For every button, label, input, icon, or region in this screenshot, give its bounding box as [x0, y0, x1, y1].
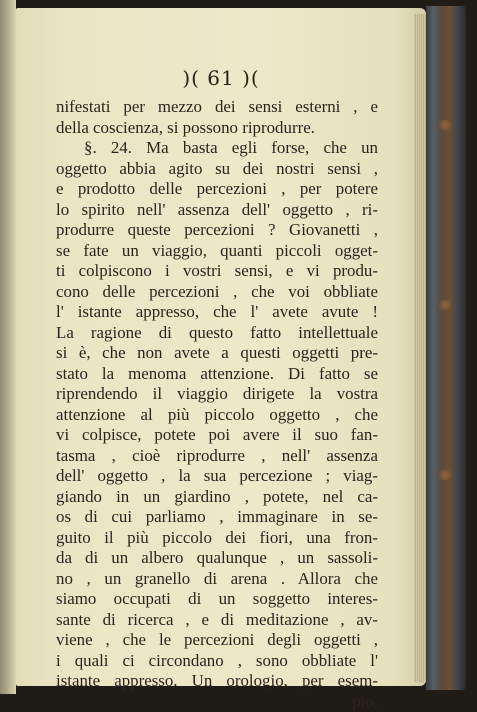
- left-page-edge: [0, 0, 16, 694]
- text-line: i quali ci circondano , sono obbliate l': [56, 651, 378, 672]
- text-line: sante di ricerca , e di meditazione , av-: [56, 610, 378, 631]
- page-header: )( 61 )(: [16, 66, 426, 90]
- text-line: no , un granello di arena . Allora che: [56, 569, 378, 590]
- text-line: tasma , cioè riprodurre , nell' assenza: [56, 446, 378, 467]
- text-line: vi colpisce, potete poi avere il suo fan-: [56, 425, 378, 446]
- text-line: guito il più piccolo dei fiori, una fron-: [56, 528, 378, 549]
- text-line: siamo occupati di un soggetto interes-: [56, 589, 378, 610]
- text-line: e prodotto delle percezioni , per potere: [56, 179, 378, 200]
- text-line: stato la menoma attenzione. Di fatto se: [56, 364, 378, 385]
- marbled-cover: [426, 6, 466, 690]
- cover-marbling: [436, 120, 454, 130]
- text-line: si è, che non avete a questi oggetti pre-: [56, 343, 378, 364]
- text-line: da di un albero qualunque , un sassoli-: [56, 548, 378, 569]
- text-line: oggetto abbia agito su dei nostri sensi ,: [56, 159, 378, 180]
- text-line: §. 24. Ma basta egli forse, che un: [56, 138, 378, 159]
- page-body: [56, 97, 378, 712]
- text-line: lo spirito nell' assenza dell' oggetto , ri-: [56, 200, 378, 221]
- text-line: produrre queste percezioni ? Giovanetti ,: [56, 220, 378, 241]
- text-line: dell' oggetto , la sua percezione ; viag-: [56, 466, 378, 487]
- catchword: pio,: [56, 692, 378, 712]
- cover-marbling: [436, 470, 454, 480]
- text-line: riprendendo il viaggio dirigete la vostra: [56, 384, 378, 405]
- cover-marbling: [436, 300, 454, 310]
- text-line: della coscienza, si possono riprodurre.: [56, 118, 378, 139]
- text-line: se fate un viaggio, quanti piccoli ogget-: [56, 241, 378, 262]
- text-line: giando in un giardino , potete, nel ca-: [56, 487, 378, 508]
- text-line: viene , che le percezioni degli oggetti ,: [56, 630, 378, 651]
- text-line: istante appresso. Un orologio, per esem-: [56, 671, 378, 692]
- text-line: attenzione al più piccolo oggetto , che: [56, 405, 378, 426]
- text-line: ti colpiscono i vostri sensi, e vi produ-: [56, 261, 378, 282]
- text-line: La ragione di questo fatto intellettuale: [56, 323, 378, 344]
- text-line: nifestati per mezzo dei sensi esterni , e: [56, 97, 378, 118]
- text-line: l' istante appresso, che l' avete avute !: [56, 302, 378, 323]
- text-line: cono delle percezioni , che voi obbliate: [56, 282, 378, 303]
- text-line: os di cui parliamo , immaginare in se-: [56, 507, 378, 528]
- page-fore-edge: [414, 14, 426, 682]
